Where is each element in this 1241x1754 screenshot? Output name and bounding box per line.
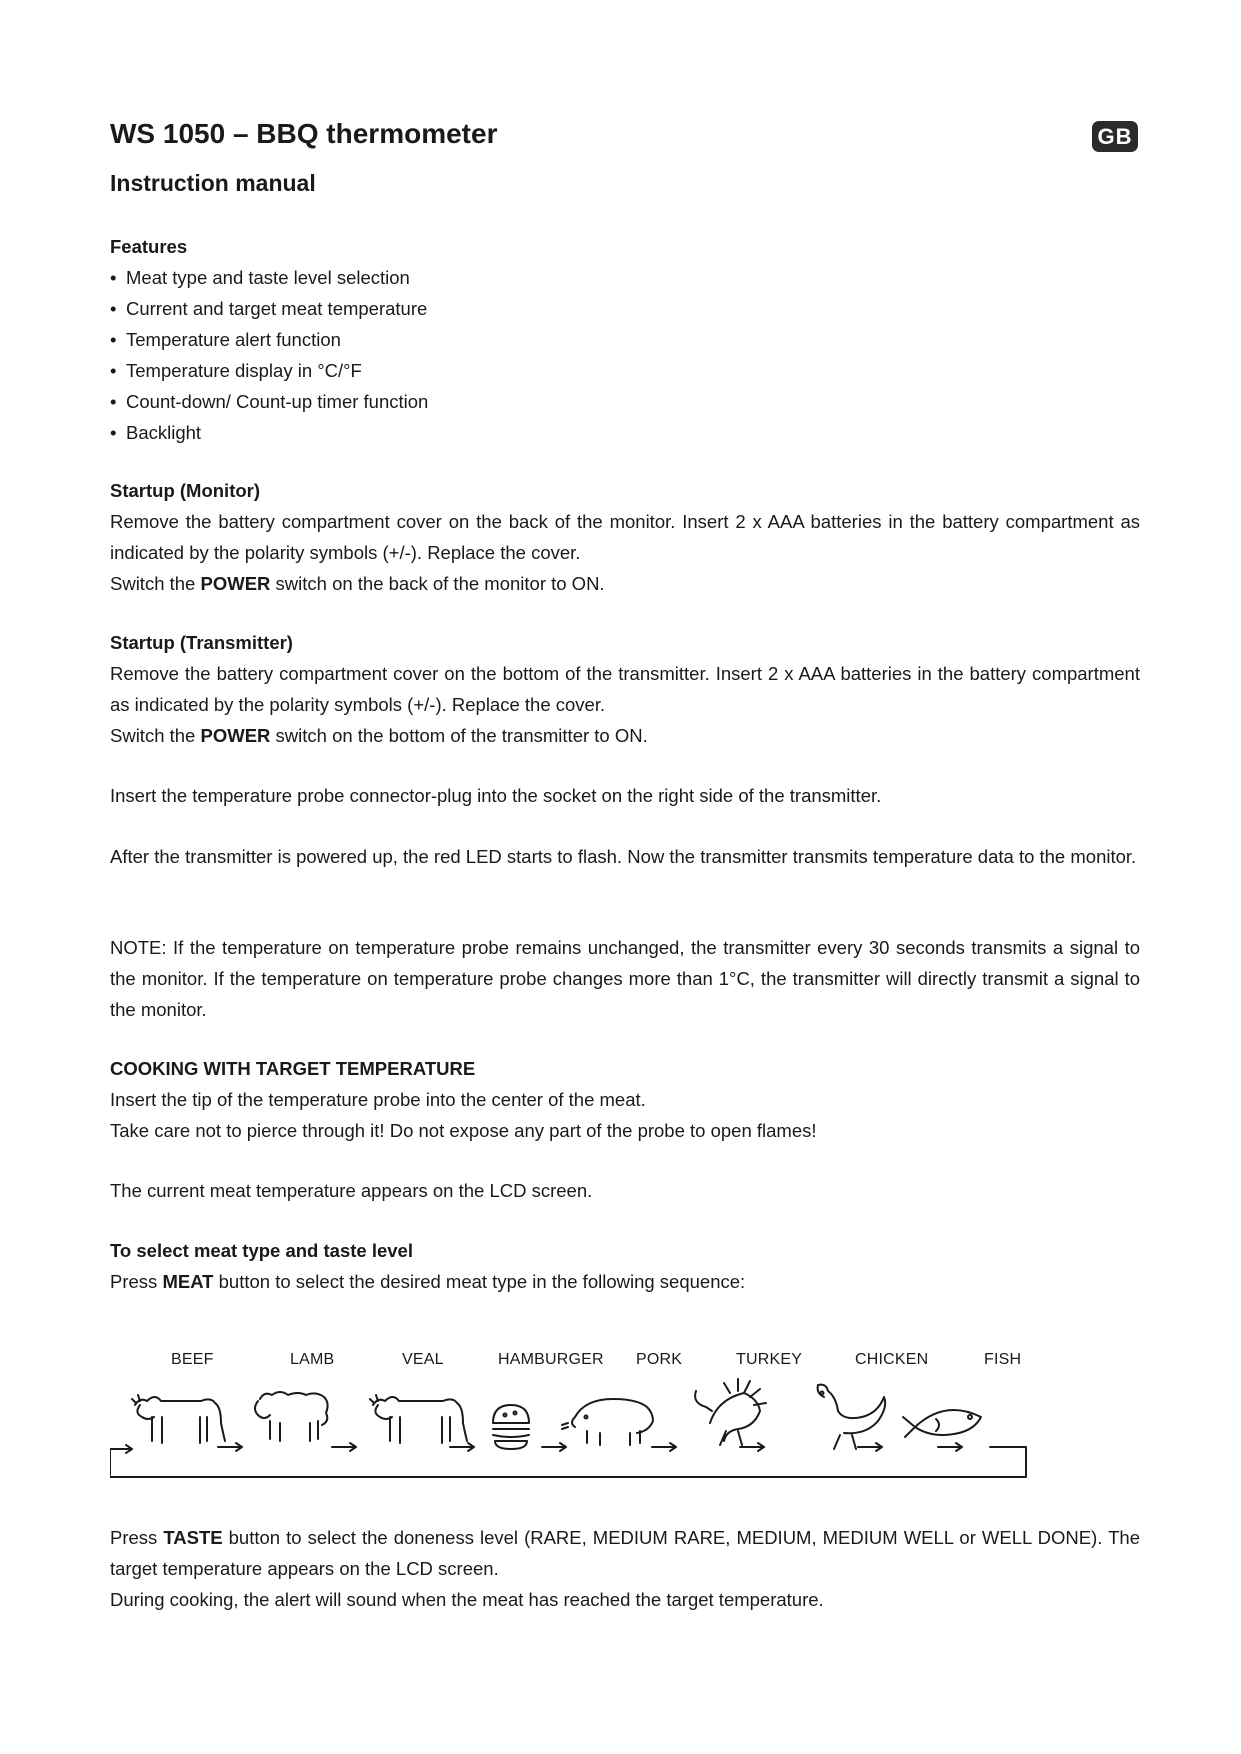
taste-text: Press TASTE button to select the doneness level (RARE, MEDIUM RARE, MEDIUM, MEDIUM WELL or WELL DONE). The target temperature appears on the LCD screen. (110, 1527, 1140, 1579)
list-item: • Temperature alert function (110, 324, 1140, 355)
cooking-heading: COOKING WITH TARGET TEMPERATURE (110, 1058, 476, 1079)
list-item: • Backlight (110, 417, 1140, 448)
pork-icon (562, 1399, 653, 1445)
startup-monitor-section (110, 475, 1140, 599)
probe-paragraph: Insert the temperature probe connector-plug into the socket on the right side of the transmitter. (110, 785, 882, 806)
startup-monitor-power: Switch the POWER switch on the back of the monitor to ON. (110, 573, 605, 594)
hamburger-icon (493, 1405, 529, 1449)
cooking-line-1: Insert the tip of the temperature probe into the center of the meat. (110, 1089, 646, 1110)
note-paragraph: NOTE: If the temperature on temperature probe remains unchanged, the transmitter every 30 seconds transmits a signal to the monitor. If the temperature on temperature probe changes more than 1°C, the transmitter will directly transmit a signal to the monitor. (110, 937, 1140, 1020)
list-item: • Current and target meat temperature (110, 293, 1140, 324)
led-paragraph: After the transmitter is powered up, the red LED starts to flash. Now the transmitter transmits temperature data to the monitor. (110, 846, 1137, 867)
startup-transmitter-power: Switch the POWER switch on the bottom of the transmitter to ON. (110, 725, 648, 746)
chicken-icon (818, 1385, 886, 1449)
page-subtitle: Instruction manual (110, 170, 316, 196)
meat-sequence-flow (110, 1335, 1140, 1510)
select-meat-text: Press MEAT button to select the desired meat type in the following sequence: (110, 1271, 746, 1292)
power-keyword: POWER (200, 725, 271, 746)
lamb-icon (255, 1392, 328, 1441)
list-item: • Count-down/ Count-up timer function (110, 386, 1140, 417)
meat-label-lamb: LAMB (290, 1351, 335, 1368)
meat-label-veal: VEAL (402, 1351, 444, 1368)
select-meat-heading: To select meat type and taste level (110, 1240, 413, 1261)
startup-transmitter-text: Remove the battery compartment cover on the bottom of the transmitter. Insert 2 x AAA batteries in the battery compartment as indicated by the polarity symbols (+/-). Replace the cover. (110, 663, 1140, 715)
veal-icon (370, 1395, 467, 1443)
meat-label-hamburger: HAMBURGER (498, 1351, 604, 1368)
startup-transmitter-section (110, 627, 1140, 751)
meat-label-beef: BEEF (171, 1351, 214, 1368)
features-list (110, 262, 1140, 448)
page-title: WS 1050 – BBQ thermometer (110, 118, 498, 149)
list-item: • Meat type and taste level selection (110, 262, 1140, 293)
fish-icon (903, 1410, 981, 1437)
startup-monitor-text: Remove the battery compartment cover on the back of the monitor. Insert 2 x AAA batteries in the battery compartment as indicated by the polarity symbols (+/-). Replace the cover. (110, 511, 1140, 563)
meat-label-pork: PORK (636, 1351, 683, 1368)
meat-keyword: MEAT (162, 1271, 214, 1292)
lcd-paragraph: The current meat temperature appears on the LCD screen. (110, 1180, 593, 1201)
meat-label-fish: FISH (984, 1351, 1022, 1368)
meat-label-turkey: TURKEY (736, 1351, 803, 1368)
taste-alert-text: During cooking, the alert will sound when the meat has reached the target temperature. (110, 1589, 824, 1610)
turkey-icon (695, 1379, 766, 1445)
flow-arrows (110, 1443, 1026, 1477)
select-meat-section (110, 1235, 1140, 1297)
taste-section (110, 1522, 1140, 1615)
list-item: • Temperature display in °C/°F (110, 355, 1140, 386)
cooking-section (110, 1053, 1140, 1146)
meat-sequence-diagram (110, 1335, 1140, 1510)
beef-icon (132, 1395, 225, 1443)
features-heading: Features (110, 236, 188, 257)
startup-monitor-heading: Startup (Monitor) (110, 480, 261, 501)
features-section (110, 231, 1140, 448)
taste-keyword: TASTE (163, 1527, 223, 1548)
language-badge: GB (1092, 121, 1138, 152)
startup-transmitter-heading: Startup (Transmitter) (110, 632, 293, 653)
power-keyword: POWER (200, 573, 271, 594)
meat-label-chicken: CHICKEN (855, 1351, 929, 1368)
cooking-line-2: Take care not to pierce through it! Do not expose any part of the probe to open flames! (110, 1120, 817, 1141)
